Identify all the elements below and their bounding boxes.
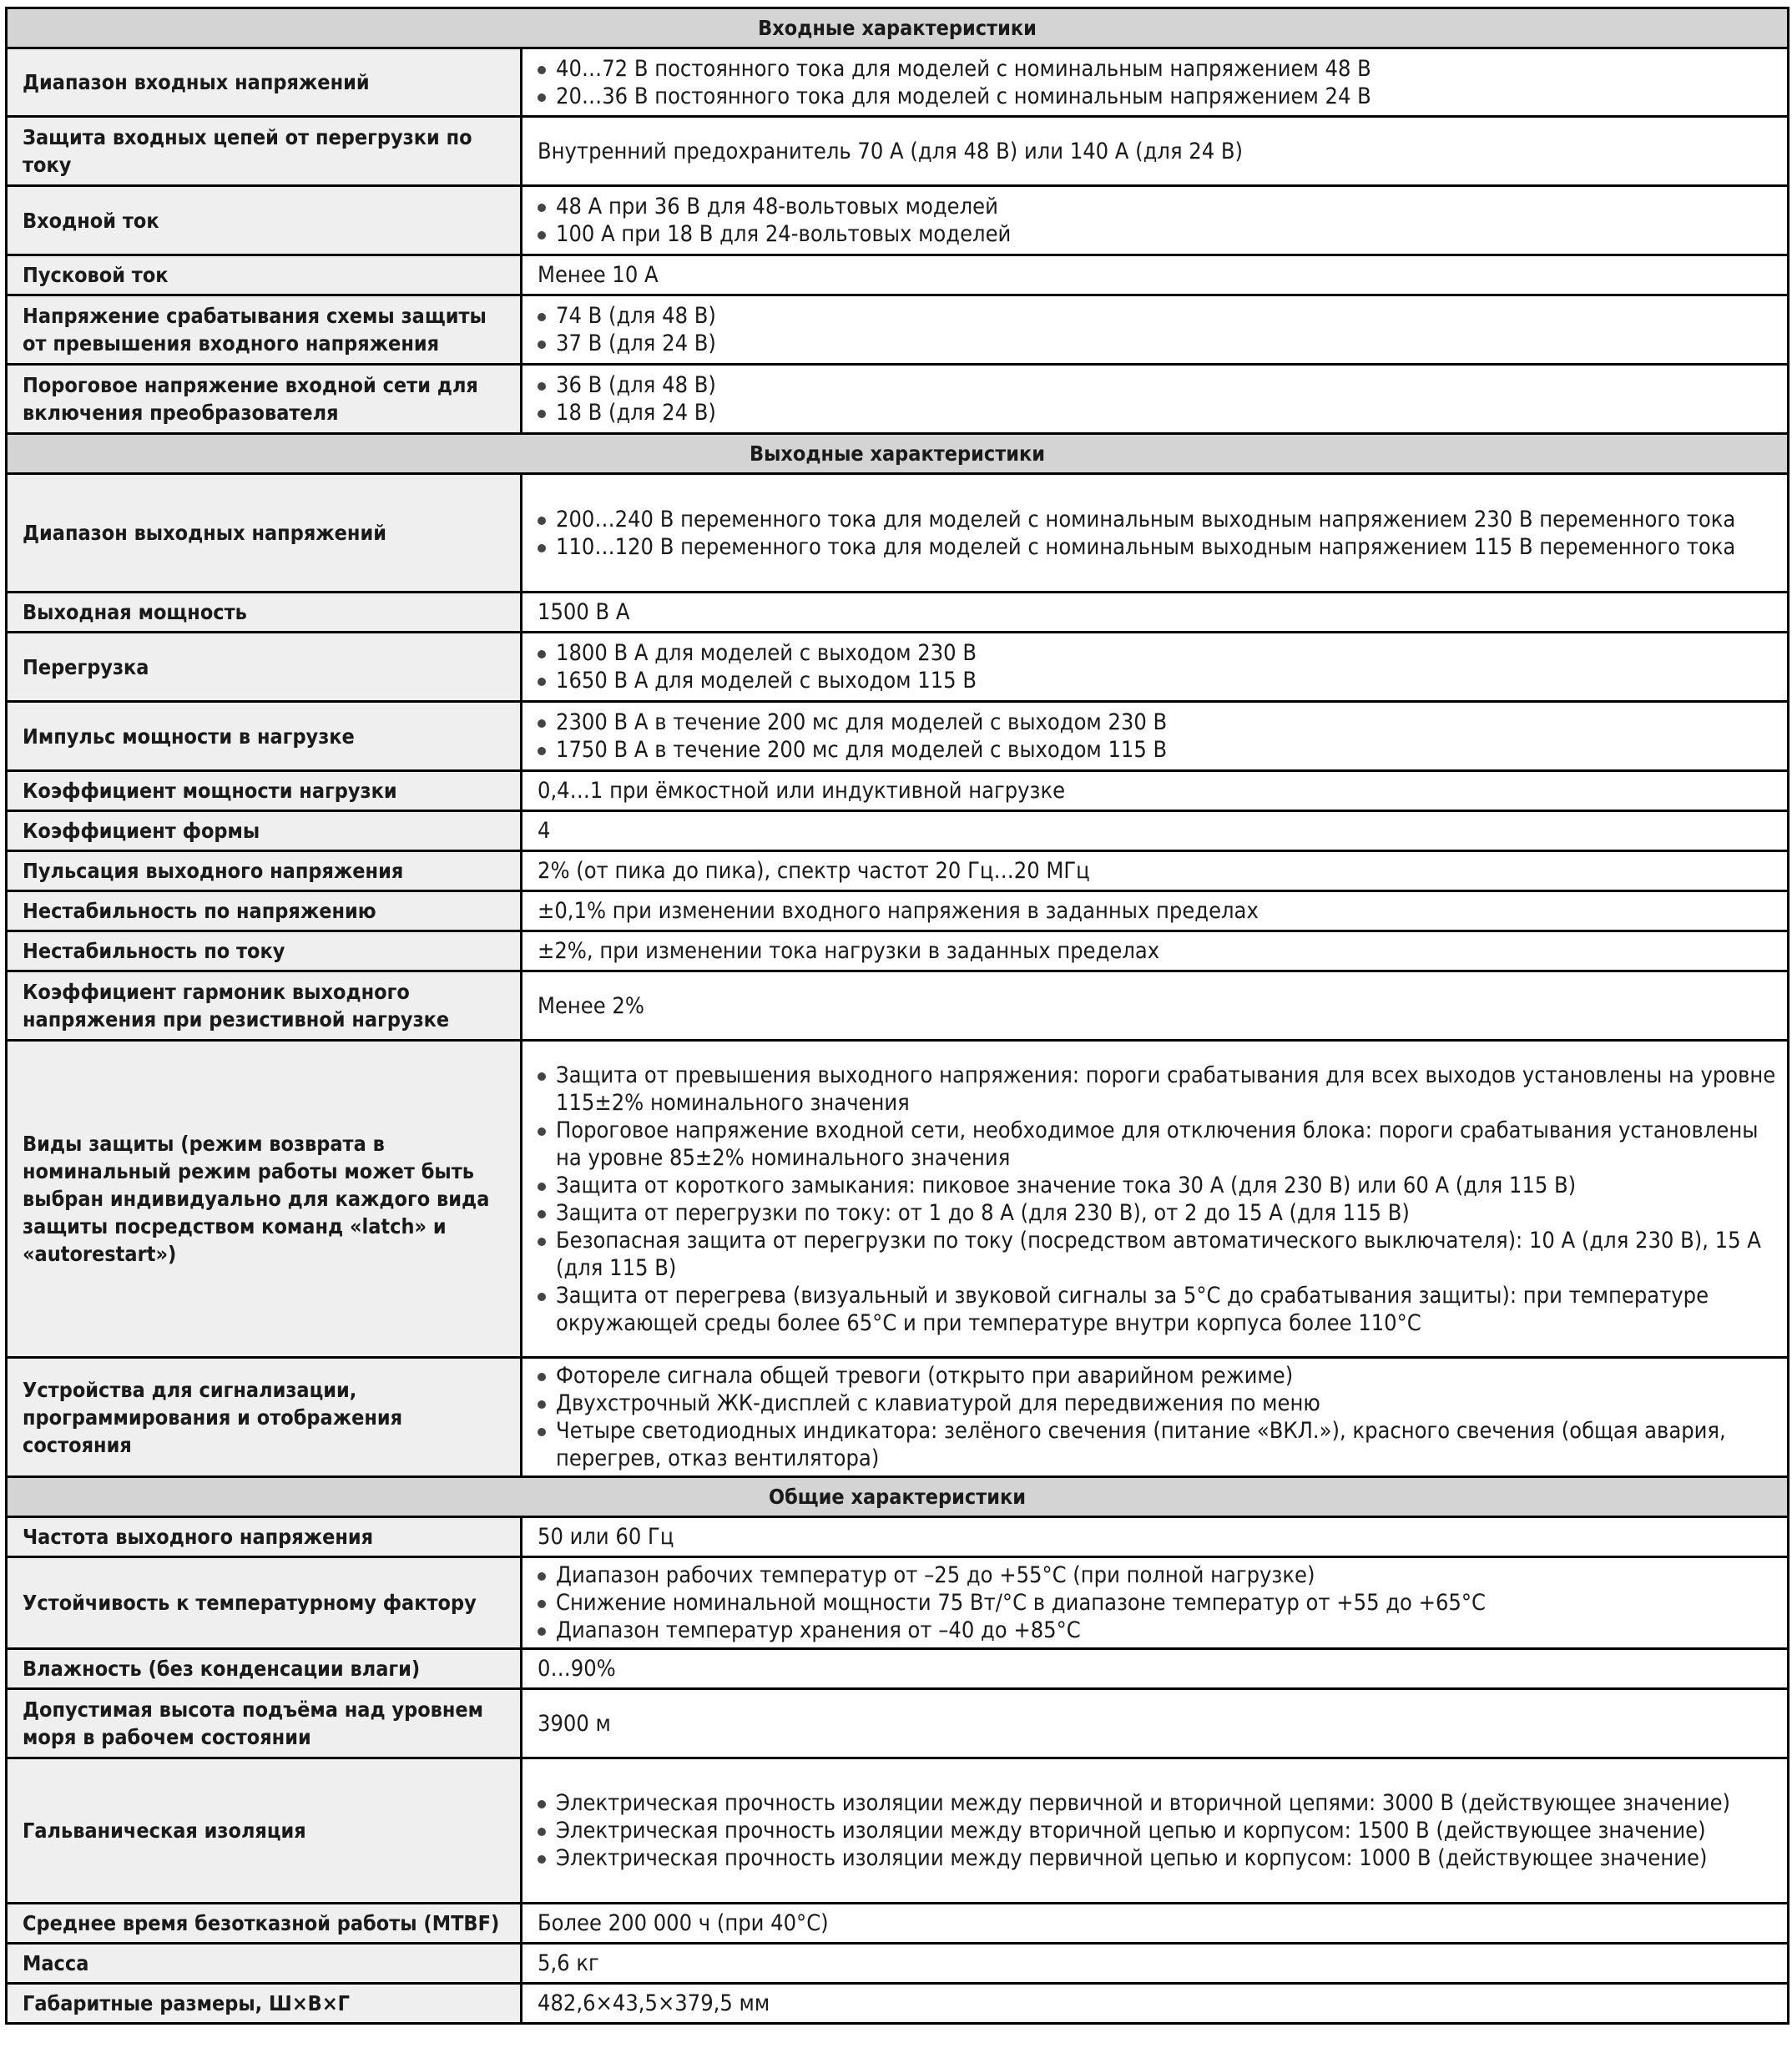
spec-row-power-pulse: [7, 702, 1789, 771]
spec-value: [522, 365, 1789, 434]
spec-row-input-threshold: [7, 365, 1789, 434]
spec-row-mass: [7, 1944, 1789, 1984]
bullet-item: 37 В (для 24 В): [538, 330, 1777, 357]
section-header-general: [7, 1477, 1789, 1517]
spec-label: Частота выходного напряжения: [7, 1517, 522, 1557]
spec-label: Гальваническая изоляция: [7, 1758, 522, 1904]
bullet-item: 2300 В А в течение 200 мс для моделей с выходом 230 В: [538, 709, 1777, 736]
section-header-output: [7, 434, 1789, 474]
bullet-item: 74 В (для 48 В): [538, 302, 1777, 330]
spec-value: [522, 295, 1789, 365]
spec-label: Входной ток: [7, 186, 522, 255]
bullet-item: Четыре светодиодных индикатора: зелёного свечения (питание «ВКЛ.»), красного свечения (общая авария, перегрев, отказ вентилятора): [538, 1417, 1777, 1472]
spec-value: 0,4…1 при ёмкостной или индуктивной нагрузке: [522, 771, 1789, 811]
bullet-item: 40…72 В постоянного тока для моделей с номинальным напряжением 48 В: [538, 55, 1777, 83]
bullet-item: 1800 В А для моделей с выходом 230 В: [538, 639, 1777, 667]
spec-label: Пусковой ток: [7, 255, 522, 295]
spec-value: 2% (от пика до пика), спектр частот 20 Гц…20 МГц: [522, 851, 1789, 891]
bullet-item: Диапазон температур хранения от –40 до +85°С: [538, 1617, 1777, 1644]
bullet-item: Двухстрочный ЖК-дисплей с клавиатурой для передвижения по меню: [538, 1390, 1777, 1417]
bullet-list: [538, 506, 1777, 561]
spec-value: Внутренний предохранитель 70 А (для 48 В) или 140 А (для 24 В): [522, 117, 1789, 186]
spec-value: [522, 1041, 1789, 1358]
bullet-list: [538, 55, 1777, 110]
bullet-list: [538, 709, 1777, 764]
spec-label: Диапазон выходных напряжений: [7, 474, 522, 593]
spec-label: Импульс мощности в нагрузке: [7, 702, 522, 771]
spec-value: Менее 2%: [522, 971, 1789, 1041]
spec-row-inrush-current: [7, 255, 1789, 295]
spec-row-ripple: [7, 851, 1789, 891]
section-header-input: [7, 8, 1789, 48]
bullet-item: Защита от короткого замыкания: пиковое значение тока 30 А (для 230 В) или 60 А (для 115 В): [538, 1172, 1777, 1199]
bullet-list: [538, 371, 1777, 426]
spec-row-output-power: [7, 593, 1789, 633]
section-title: Общие характеристики: [7, 1477, 1789, 1517]
spec-label: Выходная мощность: [7, 593, 522, 633]
bullet-item: 48 А при 36 В для 48-вольтовых моделей: [538, 193, 1777, 220]
spec-row-altitude: [7, 1689, 1789, 1758]
spec-value: [522, 1758, 1789, 1904]
spec-label: Коэффициент мощности нагрузки: [7, 771, 522, 811]
spec-label: Масса: [7, 1944, 522, 1984]
spec-label: Диапазон входных напряжений: [7, 48, 522, 117]
spec-row-load-power-factor: [7, 771, 1789, 811]
bullet-item: Безопасная защита от перегрузки по току (посредством автоматического выключателя): 10 А (для 230 В), 15 А (для 115 В): [538, 1227, 1777, 1282]
spec-row-line-regulation: [7, 891, 1789, 931]
spec-value: ±0,1% при изменении входного напряжения в заданных пределах: [522, 891, 1789, 931]
spec-label: Устойчивость к температурному фактору: [7, 1557, 522, 1649]
spec-label: Перегрузка: [7, 633, 522, 702]
spec-label: Пульсация выходного напряжения: [7, 851, 522, 891]
spec-row-overload: [7, 633, 1789, 702]
spec-row-thd: [7, 971, 1789, 1041]
spec-row-input-current: [7, 186, 1789, 255]
bullet-item: Электрическая прочность изоляции между первичной и вторичной цепями: 3000 В (действующее значение): [538, 1789, 1777, 1817]
spec-row-load-regulation: [7, 931, 1789, 971]
spec-row-humidity: [7, 1649, 1789, 1689]
spec-row-signaling: [7, 1358, 1789, 1477]
bullet-list: [538, 639, 1777, 694]
spec-label: Виды защиты (режим возврата в номинальный режим работы может быть выбран индивидуально для каждого вида защиты посредством команд «latch» и «autorestart»): [7, 1041, 522, 1358]
bullet-item: 200…240 В переменного тока для моделей с номинальным выходным напряжением 230 В переменного тока: [538, 506, 1777, 533]
bullet-item: Диапазон рабочих температур от –25 до +55°С (при полной нагрузке): [538, 1561, 1777, 1589]
bullet-item: 20…36 В постоянного тока для моделей с номинальным напряжением 24 В: [538, 83, 1777, 110]
spec-value: ±2%, при изменении тока нагрузки в заданных пределах: [522, 931, 1789, 971]
spec-value: Менее 10 А: [522, 255, 1789, 295]
spec-row-mtbf: [7, 1904, 1789, 1944]
spec-row-output-voltage-range: [7, 474, 1789, 593]
spec-value: 50 или 60 Гц: [522, 1517, 1789, 1557]
spec-label: Допустимая высота подъёма над уровнем моря в рабочем состоянии: [7, 1689, 522, 1758]
spec-label: Пороговое напряжение входной сети для включения преобразователя: [7, 365, 522, 434]
spec-row-output-frequency: [7, 1517, 1789, 1557]
spec-row-isolation: [7, 1758, 1789, 1904]
bullet-item: Защита от превышения выходного напряжения: пороги срабатывания для всех выходов установлены на уровне 115±2% номинального значения: [538, 1062, 1777, 1117]
spec-value: [522, 186, 1789, 255]
spec-label: Коэффициент гармоник выходного напряжения при резистивной нагрузке: [7, 971, 522, 1041]
bullet-item: 110…120 В переменного тока для моделей с номинальным выходным напряжением 115 В переменного тока: [538, 533, 1777, 561]
bullet-item: 36 В (для 48 В): [538, 371, 1777, 399]
spec-label: Габаритные размеры, Ш×В×Г: [7, 1984, 522, 2024]
spec-row-temperature: [7, 1557, 1789, 1649]
spec-value: [522, 702, 1789, 771]
bullet-item: Защита от перегрузки по току: от 1 до 8 А (для 230 В), от 2 до 15 А (для 115 В): [538, 1199, 1777, 1227]
section-title: Выходные характеристики: [7, 434, 1789, 474]
spec-label: Напряжение срабатывания схемы защиты от превышения входного напряжения: [7, 295, 522, 365]
spec-label: Среднее время безотказной работы (MTBF): [7, 1904, 522, 1944]
bullet-item: Защита от перегрева (визуальный и звуковой сигналы за 5°С до срабатывания защиты): при температуре окружающей среды более 65°С и при температуре внутри корпуса более 110°С: [538, 1282, 1777, 1337]
spec-value: [522, 474, 1789, 593]
bullet-list: [538, 1062, 1777, 1337]
bullet-item: Электрическая прочность изоляции между вторичной цепью и корпусом: 1500 В (действующее значение): [538, 1817, 1777, 1844]
bullet-item: 18 В (для 24 В): [538, 399, 1777, 426]
spec-label: Нестабильность по напряжению: [7, 891, 522, 931]
bullet-item: Фотореле сигнала общей тревоги (открыто при аварийном режиме): [538, 1362, 1777, 1390]
spec-row-input-voltage-range: [7, 48, 1789, 117]
spec-row-dimensions: [7, 1984, 1789, 2024]
spec-value: 482,6×43,5×379,5 мм: [522, 1984, 1789, 2024]
section-title: Входные характеристики: [7, 8, 1789, 48]
bullet-item: 1750 В А в течение 200 мс для моделей с выходом 115 В: [538, 736, 1777, 764]
spec-value: Более 200 000 ч (при 40°С): [522, 1904, 1789, 1944]
spec-label: Устройства для сигнализации, программирования и отображения состояния: [7, 1358, 522, 1477]
bullet-list: [538, 1362, 1777, 1472]
spec-label: Влажность (без конденсации влаги): [7, 1649, 522, 1689]
spec-value: 4: [522, 811, 1789, 851]
spec-table: [5, 7, 1789, 2025]
bullet-list: [538, 1789, 1777, 1872]
spec-label: Защита входных цепей от перегрузки по току: [7, 117, 522, 186]
bullet-item: Снижение номинальной мощности 75 Вт/°С в диапазоне температур от +55 до +65°С: [538, 1589, 1777, 1617]
spec-value: [522, 48, 1789, 117]
spec-label: Коэффициент формы: [7, 811, 522, 851]
spec-label: Нестабильность по току: [7, 931, 522, 971]
spec-value: 3900 м: [522, 1689, 1789, 1758]
spec-row-form-factor: [7, 811, 1789, 851]
bullet-item: Электрическая прочность изоляции между первичной цепью и корпусом: 1000 В (действующее значение): [538, 1844, 1777, 1872]
bullet-list: [538, 193, 1777, 248]
spec-value: [522, 1557, 1789, 1649]
bullet-item: 100 А при 18 В для 24-вольтовых моделей: [538, 220, 1777, 248]
bullet-list: [538, 302, 1777, 357]
bullet-item: 1650 В А для моделей с выходом 115 В: [538, 667, 1777, 694]
spec-row-input-overcurrent: [7, 117, 1789, 186]
spec-value: [522, 633, 1789, 702]
bullet-list: [538, 1561, 1777, 1644]
spec-value: 5,6 кг: [522, 1944, 1789, 1984]
spec-value: 0…90%: [522, 1649, 1789, 1689]
spec-row-input-ovp: [7, 295, 1789, 365]
bullet-item: Пороговое напряжение входной сети, необходимое для отключения блока: пороги срабатывания установлены на уровне 85±2% номинального значения: [538, 1117, 1777, 1172]
spec-value: 1500 В А: [522, 593, 1789, 633]
spec-row-protection: [7, 1041, 1789, 1358]
spec-value: [522, 1358, 1789, 1477]
